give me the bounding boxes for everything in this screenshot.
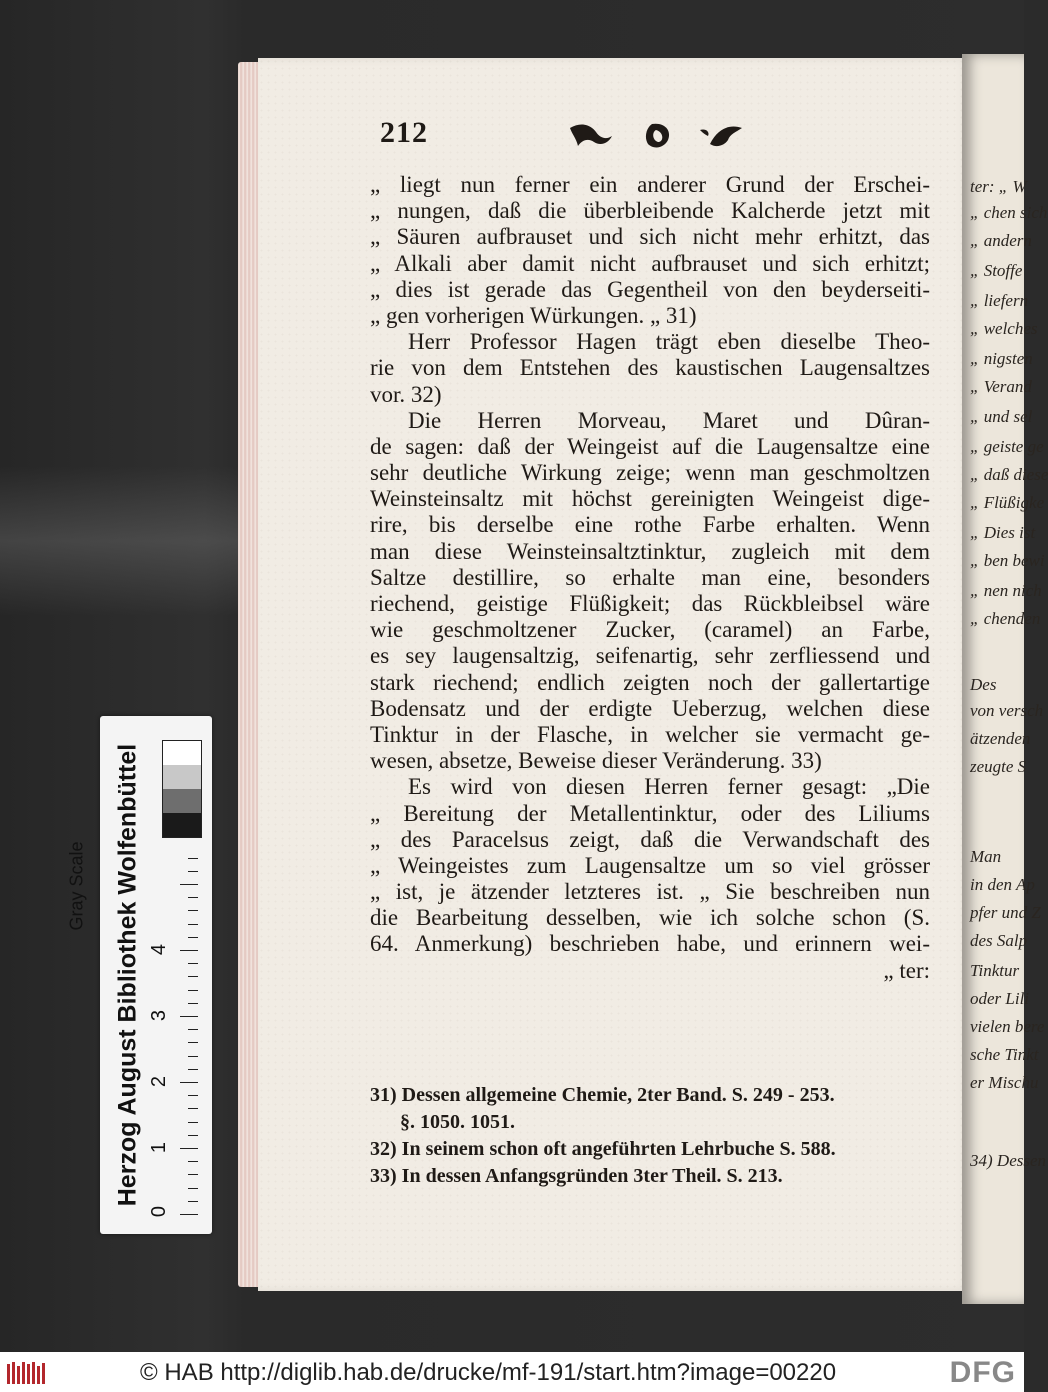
text-line: „ Säuren aufbrauset und sich nicht mehr erhitzt, das [370, 224, 930, 250]
gray-swatches [162, 740, 202, 838]
text-line: Es wird von diesen Herren ferner gesagt: „Die [408, 774, 930, 800]
next-page-text: Tinktur [970, 961, 1020, 980]
next-page-text: „ Dies ist [970, 523, 1036, 542]
next-page-text: in den Ap [970, 875, 1035, 894]
text-line: „ Weingeistes zum Laugensaltze um so viel grösser [370, 852, 930, 878]
text-line: Tinktur in der Flasche, in welcher sie vermacht ge- [370, 721, 930, 747]
footnote: 31) Dessen allgemeine Chemie, 2ter Band. S. 249 - 253. [370, 1084, 835, 1106]
gray-scale-label [62, 826, 92, 946]
gray-swatch [163, 765, 201, 789]
footnote: 32) In seinem schon oft angeführten Lehrbuche S. 588. [370, 1138, 836, 1160]
ruler-number: 2 [148, 1075, 171, 1088]
next-page-text: „ und sel [970, 407, 1033, 426]
ruler-ticks [148, 896, 202, 1226]
next-page-text: „ chen sich [970, 203, 1048, 222]
next-page-text: vielen bere [970, 1017, 1045, 1036]
text-line: 64. Anmerkung) beschrieben habe, und erinnern wei- [370, 931, 930, 957]
next-page-text: „ geiste ge [970, 437, 1044, 456]
footnotes [370, 1082, 900, 1190]
next-page-text: ätzenden [970, 729, 1031, 748]
text-line: vor. 32) [370, 381, 442, 407]
ruler-tick [188, 1161, 198, 1162]
copyright-url[interactable]: © HAB http://diglib.hab.de/drucke/mf-191/start.htm?image=00220 [140, 1359, 837, 1386]
ruler-tick [188, 1108, 198, 1109]
text-line: es sey laugensaltzig, seifenartig, sehr zerfliessend und [370, 643, 930, 669]
page-header [380, 116, 900, 156]
ruler-tick [188, 1029, 198, 1030]
next-page-text: er Mischu [970, 1073, 1039, 1092]
text-line: die Bearbeitung desselben, wie ich solche schon (S. [370, 905, 930, 931]
next-page-text: Des [970, 675, 997, 694]
next-page-text: von versch [970, 701, 1044, 720]
ruler-number: 1 [148, 1141, 171, 1154]
text-line: riechend, geistige Flüßigkeit; das Rückbleibsel wäre [370, 591, 930, 616]
ruler-tick [180, 1016, 198, 1017]
footer-bar [0, 1352, 1024, 1392]
ruler-tick [188, 858, 198, 859]
text-line: wie geschmoltzener Zucker, (caramel) an Farbe, [370, 617, 930, 643]
text-line: sehr deutliche Wirkung zeige; wenn man geschmoltzen [370, 460, 930, 486]
text-line: Bodensatz und der erdigte Ueberzug, welchen diese [370, 695, 930, 721]
ruler-tick [188, 1095, 198, 1096]
text-line: Herr Professor Hagen trägt eben dieselbe Theo- [408, 329, 930, 355]
next-page-text: oder Lili [970, 989, 1030, 1008]
ruler-tick [188, 1056, 198, 1057]
ruler-number: 3 [148, 1009, 171, 1022]
next-page-text: „ nigsten [970, 349, 1033, 368]
next-page-text: Man [970, 847, 1002, 866]
next-page-text: „ daß diese [970, 465, 1048, 484]
gray-swatch [163, 789, 201, 813]
hab-logo-icon [6, 1360, 46, 1386]
text-line: „ liegt nun ferner ein anderer Grund der Erschei- [370, 172, 930, 197]
gray-scale-text: Gray Scale [66, 841, 87, 931]
footnote: 33) In dessen Anfangsgründen 3ter Theil. S. 213. [370, 1165, 783, 1187]
footnote: §. 1050. 1051. [400, 1111, 515, 1133]
ruler-tick [180, 884, 198, 885]
ruler-number: 0 [148, 1205, 171, 1218]
text-line: rire, bis derselbe eine rothe Farbe erhalten. Wenn [370, 512, 930, 538]
text-line: „ gen vorherigen Würkungen. „ 31) [370, 302, 697, 328]
text-line: „ Bereitung der Metallentinktur, oder des Liliums [370, 800, 930, 826]
dfg-logo: DFG [949, 1356, 1016, 1389]
next-page-text: des Salp [970, 931, 1028, 950]
card-title-text: Herzog August Bibliothek Wolfenbüttel [113, 743, 142, 1207]
gray-swatch [163, 813, 201, 837]
next-page-text: „ Flüßigke [970, 493, 1045, 512]
ruler-tick [180, 1082, 198, 1083]
ruler-tick [188, 910, 198, 911]
ruler-tick [188, 1174, 198, 1175]
ruler-tick [188, 1201, 198, 1202]
next-page-fragment [962, 54, 1048, 1304]
text-line: Saltze destillire, so erhalte man eine, besonders [370, 564, 930, 590]
ruler-tick [188, 1122, 198, 1123]
card-title [108, 716, 148, 1234]
text-line: „ ist, je ätzender letzteres ist. „ Sie beschreiben nun [370, 879, 930, 905]
text-line: Weinsteinsaltz mit höchst gereinigten Weingeist dige- [370, 486, 930, 512]
page-number: 212 [380, 116, 428, 149]
color-scale-card [100, 716, 212, 1234]
ruler-tick [188, 871, 198, 872]
next-page-text: „ chenden [970, 609, 1041, 628]
ruler-tick [188, 1069, 198, 1070]
ruler-tick [188, 1042, 198, 1043]
text-line: rie von dem Entstehen des kaustischen Laugensaltzes [370, 355, 930, 381]
ruler-tick [180, 1148, 198, 1149]
text-line: man diese Weinsteinsaltztinktur, zugleich mit dem [370, 538, 930, 564]
text-line: Die Herren Morveau, Maret und Dûran- [408, 407, 930, 433]
next-page-text: „ liefern [970, 291, 1029, 310]
ruler-tick [180, 950, 198, 951]
text-line: stark riechend; endlich zeigten noch der gallertartige [370, 669, 930, 695]
next-page-text: „ nen nich [970, 581, 1042, 600]
ornament-icon [560, 118, 760, 154]
ruler-tick [180, 1214, 198, 1215]
ruler-tick [188, 976, 198, 977]
gray-swatch [163, 741, 201, 765]
text-line: „ des Paracelsus zeigt, daß die Verwandschaft des [370, 826, 930, 852]
ruler-tick [188, 924, 198, 925]
next-page-text: „ ben bewi [970, 551, 1045, 570]
next-page-text: zeugte S [970, 757, 1027, 776]
ruler-tick [188, 1188, 198, 1189]
text-line: „ nungen, daß die überbleibende Kalcherde jetzt mit [370, 198, 930, 224]
text-line: „ Alkali aber damit nicht aufbrauset und sich erhitzt; [370, 250, 930, 276]
text-line: „ ter: [883, 957, 930, 983]
text-line: wesen, absetze, Beweise dieser Veränderung. 33) [370, 748, 822, 774]
text-line: de sagen: daß der Weingeist auf die Laugensaltze eine [370, 433, 930, 459]
ruler-number: 4 [148, 943, 171, 956]
ruler-tick [188, 937, 198, 938]
next-page-text: 34) Dessen [970, 1151, 1047, 1170]
ruler-tick [188, 990, 198, 991]
next-page-text: „ Verand [970, 377, 1032, 396]
next-page-text: ter: „ W [970, 177, 1027, 196]
ruler-tick [188, 1135, 198, 1136]
next-page-text: „ welches [970, 319, 1038, 338]
glass-weight-reflection [0, 466, 240, 616]
next-page-text: sche Tinkt [970, 1045, 1039, 1064]
ruler-tick [188, 1003, 198, 1004]
ruler-tick [188, 963, 198, 964]
text-line: „ dies ist gerade das Gegentheil von den beyderseiti- [370, 276, 930, 302]
ruler-tick [188, 897, 198, 898]
next-page-text: pfer und Z [970, 903, 1041, 922]
next-page-text: „ Stoffe [970, 261, 1023, 280]
main-text [370, 172, 930, 984]
next-page-text: „ andern [970, 231, 1032, 250]
